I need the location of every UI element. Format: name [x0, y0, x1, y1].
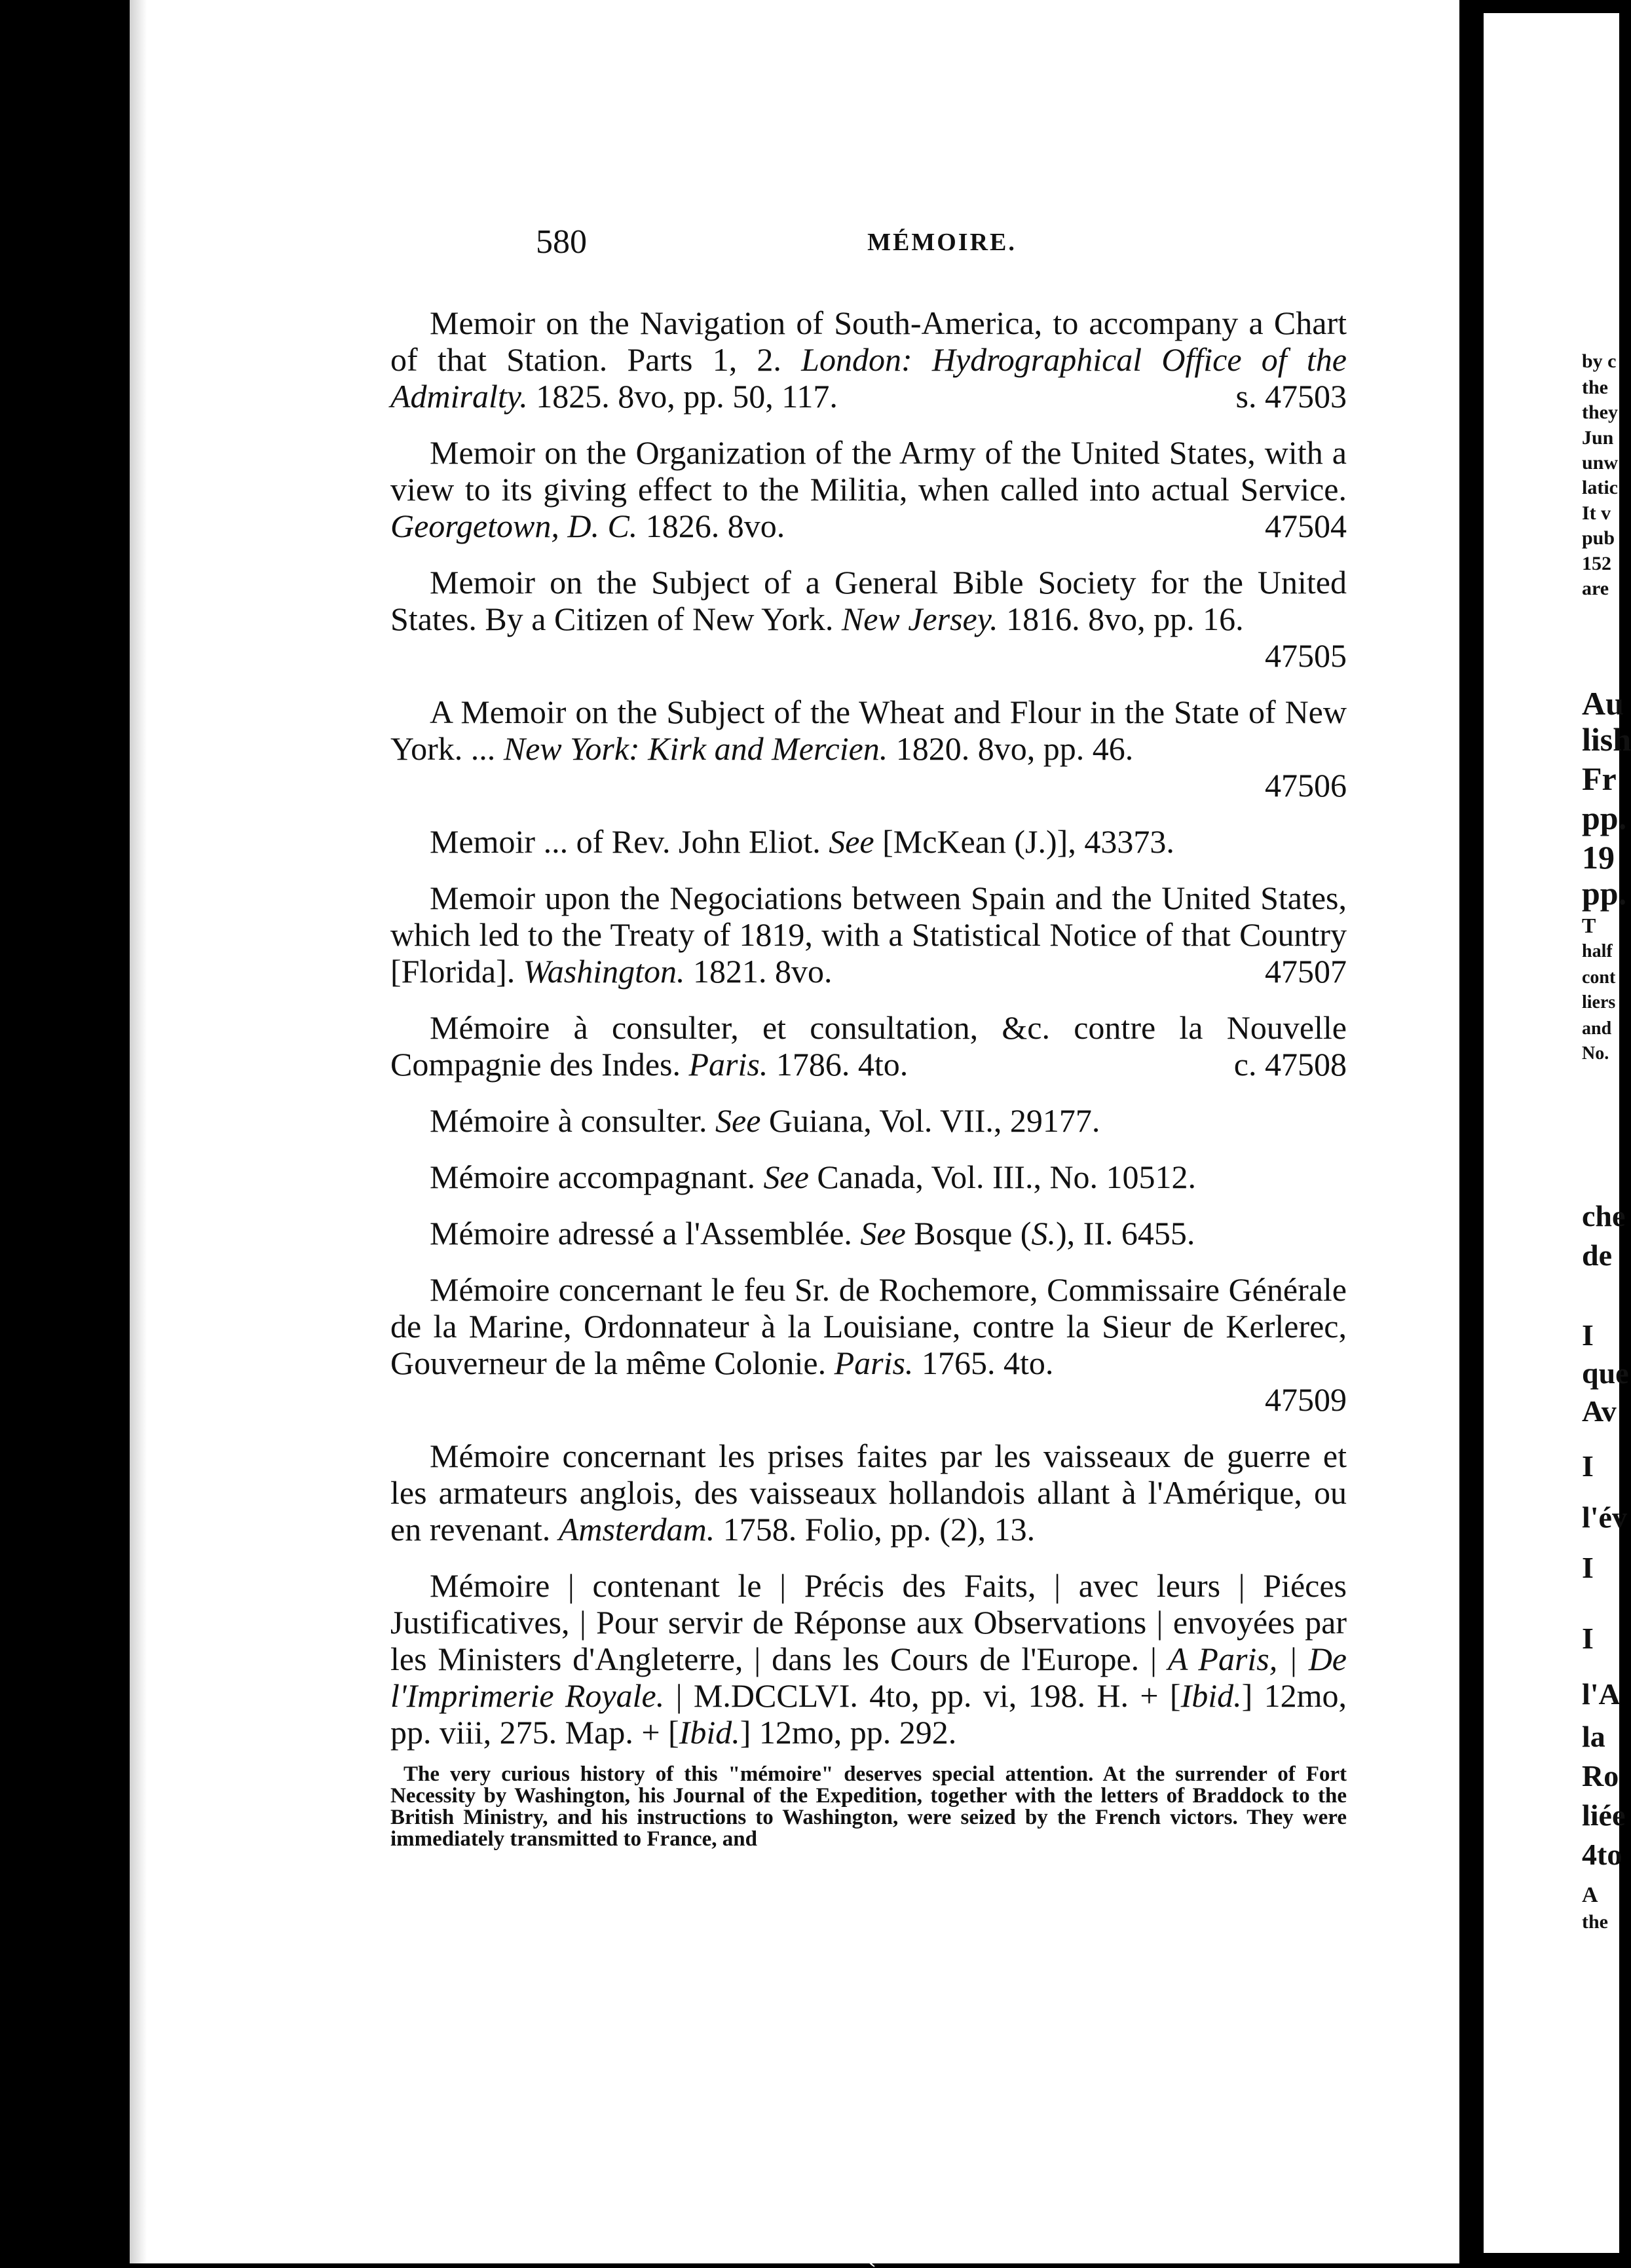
adjacent-page-text: pub — [1582, 527, 1615, 549]
adjacent-page-text: I — [1582, 1318, 1594, 1352]
adjacent-page-text: que — [1582, 1356, 1629, 1390]
entry-number: 47509 — [1265, 1381, 1347, 1418]
adjacent-page-text: by c — [1582, 350, 1617, 372]
adjacent-page-text: T — [1582, 914, 1596, 937]
entry-47504: Memoir on the Organization of the Army of the United States, with a view to its giving effect to the Militia, when called into actual Service. Georgetown, D. C. 1826. 8vo. 47504 — [390, 434, 1347, 544]
entry-47506: A Memoir on the Subject of the Wheat and Flour in the State of New York. ... New York: Kirk and Mercien. 1820. 8vo, pp. 46. 47506 — [390, 694, 1347, 804]
adjacent-page-text: they — [1582, 401, 1618, 423]
adjacent-page-text: la — [1582, 1720, 1605, 1753]
adjacent-page-text: the — [1582, 1911, 1608, 1933]
entry-47509: Mémoire concernant le feu Sr. de Rochemore, Commissaire Générale de la Marine, Ordonnateur à la Louisiane, contre la Sieur de Kerlerec, Gouverneur de la même Colonie. Paris. 1765. 4to. 47509 — [390, 1271, 1347, 1418]
adjacent-page-fragment — [1484, 13, 1631, 2253]
adjacent-page-text: pp. — [1582, 875, 1627, 912]
bottom-mark: ( — [865, 2231, 876, 2267]
adjacent-page-text: Ro — [1582, 1759, 1619, 1793]
entry-prises: Mémoire concernant les prises faites par les vaisseaux de guerre et les armateurs anglois, des vaisseaux hollandois allant à l'Amérique, ou en revenant. Amsterdam. 1758. Folio, pp. (2), 13. — [390, 1438, 1347, 1548]
adjacent-page-text: liée — [1582, 1798, 1626, 1832]
adjacent-page-text: the — [1582, 377, 1608, 398]
adjacent-page-text: and — [1582, 1018, 1612, 1039]
adjacent-page-text: It v — [1582, 502, 1611, 524]
adjacent-page-text: l'év — [1582, 1500, 1627, 1534]
footnote: The very curious history of this "mémoire" deserves special attention. At the surrender of Fort Necessity by Washington, his Journal of the Expedition, together with the letters of Braddock to the British Ministry, and his instructions to Washington, were seized by the French victors. They were immediately transmitted to France, and — [390, 1762, 1347, 1851]
entry-number: c. 47508 — [1233, 1046, 1347, 1083]
entry-bosque: Mémoire adressé a l'Assemblée. See Bosque (S.), II. 6455. — [430, 1215, 1195, 1252]
adjacent-page-text: l'A — [1582, 1677, 1621, 1711]
entry-number: 47505 — [1265, 637, 1347, 674]
entry-number: 47506 — [1265, 767, 1347, 804]
page-header — [392, 223, 1492, 269]
entry-guiana: Mémoire à consulter. See Guiana, Vol. VII., 29177. — [430, 1102, 1100, 1139]
adjacent-page-text: 19 — [1582, 839, 1615, 876]
adjacent-page-text: No. — [1582, 1043, 1609, 1064]
adjacent-page-text: A — [1582, 1883, 1598, 1907]
adjacent-page-text: I — [1582, 1551, 1594, 1584]
adjacent-page-text: I — [1582, 1449, 1594, 1483]
entry-precis-des-faits: Mémoire | contenant le | Précis des Faits, | avec leurs | Piéces Justificatives, | Pour servir de Réponse aux Observations | envoyées par les Ministers d'Angleterre, | dans les Cours de l'Europe. | A Paris, | De l'Imprimerie Royale. | M.DCCLVI. 4to, pp. vi, 198. H. + [Ibid.] 12mo, pp. viii, 275. Map. + [Ibid.] 12mo, pp. 292. — [390, 1567, 1347, 1751]
entry-number: 47507 — [1265, 953, 1347, 990]
entry-canada: Mémoire accompagnant. See Canada, Vol. III., No. 10512. — [430, 1159, 1197, 1195]
adjacent-page-text: half — [1582, 941, 1613, 961]
adjacent-page-text: I — [1582, 1622, 1594, 1655]
adjacent-page-text: Fr — [1582, 760, 1617, 797]
adjacent-page-text: Av — [1582, 1394, 1617, 1428]
adjacent-page-text: are — [1582, 578, 1609, 599]
adjacent-page-text: Jun — [1582, 427, 1614, 449]
adjacent-page-text: 4to — [1582, 1838, 1622, 1871]
page-gutter-shadow — [130, 0, 147, 2263]
adjacent-page-text: liers — [1582, 992, 1616, 1013]
page-content — [390, 305, 1347, 1872]
adjacent-page-text: pp. — [1582, 800, 1627, 836]
entry-number: s. 47503 — [1235, 378, 1347, 415]
page-number: 580 — [536, 223, 587, 261]
running-head: MÉMOIRE. — [867, 229, 1017, 256]
entry-47503: Memoir on the Navigation of South-America, to accompany a Chart of that Station. Parts 1, 2. London: Hydrographical Office of the Admiralty. 1825. 8vo, pp. 50, 117. s. 47503 — [390, 305, 1347, 415]
adjacent-page-text: latic — [1582, 477, 1618, 498]
entry-47507: Memoir upon the Negociations between Spain and the United States, which led to the Treaty of 1819, with a Statistical Notice of that Country [Florida]. Washington. 1821. 8vo. 47507 — [390, 880, 1347, 990]
entry-number: 47504 — [1265, 508, 1347, 544]
entry-john-eliot: Memoir ... of Rev. John Eliot. See [McKean (J.)], 43373. — [430, 823, 1174, 860]
entry-47508: Mémoire à consulter, et consultation, &c. contre la Nouvelle Compagnie des Indes. Paris. 1786. 4to. c. 47508 — [390, 1009, 1347, 1083]
adjacent-page-text: che — [1582, 1199, 1626, 1233]
adjacent-page-text: unw — [1582, 452, 1619, 474]
adjacent-page-text: Au — [1582, 685, 1624, 722]
entry-47505: Memoir on the Subject of a General Bible Society for the United States. By a Citizen of New York. New Jersey. 1816. 8vo, pp. 16. 47505 — [390, 564, 1347, 674]
adjacent-page-text: 152 — [1582, 553, 1611, 574]
adjacent-page-text: cont — [1582, 967, 1616, 988]
adjacent-page-text: de — [1582, 1238, 1612, 1272]
adjacent-page-text: lish — [1582, 721, 1631, 758]
